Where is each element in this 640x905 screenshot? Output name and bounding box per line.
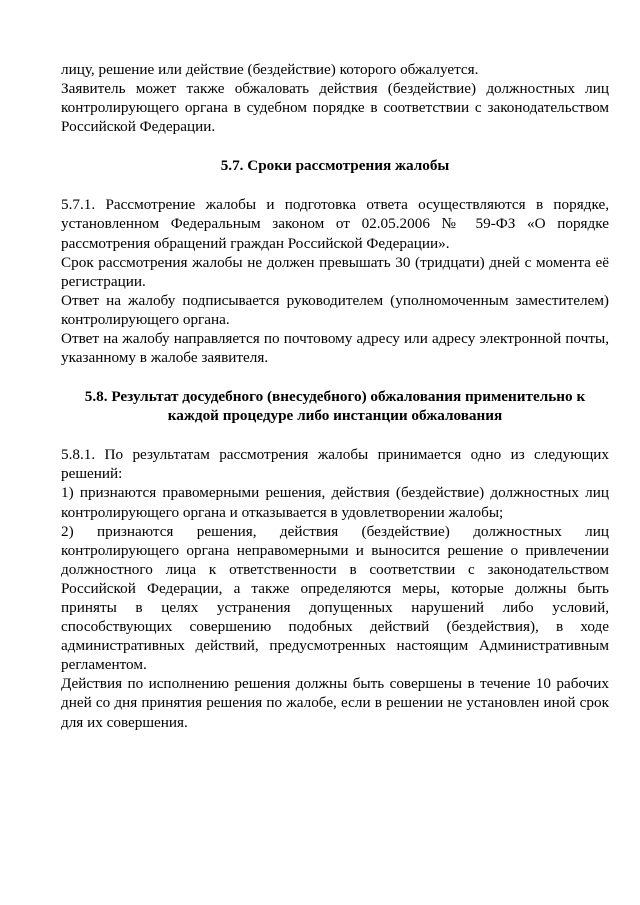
paragraph-execution-deadline: Действия по исполнению решения должны быть совершены в течение 10 рабочих дней со дня принятия решения по жалобе, если в решении не установлен иной срок для их совершения. [61,675,609,731]
section-heading-5-7: 5.7. Сроки рассмотрения жалобы [220,157,450,175]
paragraph-applicant-appeal: Заявитель может также обжаловать действия (бездействие) должностных лиц контролирующего органа в судебном порядке в соответствии с законодательством Российской Федерации. [61,80,609,136]
paragraph-review-period: Срок рассмотрения жалобы не должен превышать 30 (тридцати) дней с момента её регистрации. [61,253,609,290]
paragraph-decision-2: 2) признаются решения, действия (бездействие) должностных лиц контролирующего органа неправомерными и выносится решение о привлечении должностного лица к ответственности в соответствии с законодательством Российской Федерации, а также определяются меры, которые должны быть приняты в целях устранения допущенных нарушений либо условий, способствующих совершению подобных действий (бездействия), в ходе административных действий, предусмотренных настоящим Административным регламентом. [61,522,609,674]
paragraph-decision-1: 1) признаются правомерными решения, действия (бездействие) должностных лиц контролирующего органа и отказывается в удовлетворении жалобы; [61,484,609,521]
paragraph-response-signed: Ответ на жалобу подписывается руководителем (уполномоченным заместителем) контролирующего органа. [61,291,609,328]
section-heading-5-8-line1: 5.8. Результат досудебного (внесудебного) обжалования применительно к [84,388,586,406]
paragraph-response-sent: Ответ на жалобу направляется по почтовому адресу или адресу электронной почты, указанному в жалобе заявителя. [61,330,609,367]
paragraph-5-8-1: 5.8.1. По результатам рассмотрения жалобы принимается одно из следующих решений: [61,446,609,483]
section-heading-5-8 [61,387,609,425]
paragraph-intro: лицу, решение или действие (бездействие) которого обжалуется. [61,61,479,78]
paragraph-5-7-1: 5.7.1. Рассмотрение жалобы и подготовка ответа осуществляются в порядке, установленном Федеральным законом от 02.05.2006 № 59-ФЗ «О порядке рассмотрения обращений граждан Российской Федерации». [61,196,609,252]
section-heading-5-8-line2: каждой процедуре либо инстанции обжалования [167,407,503,425]
